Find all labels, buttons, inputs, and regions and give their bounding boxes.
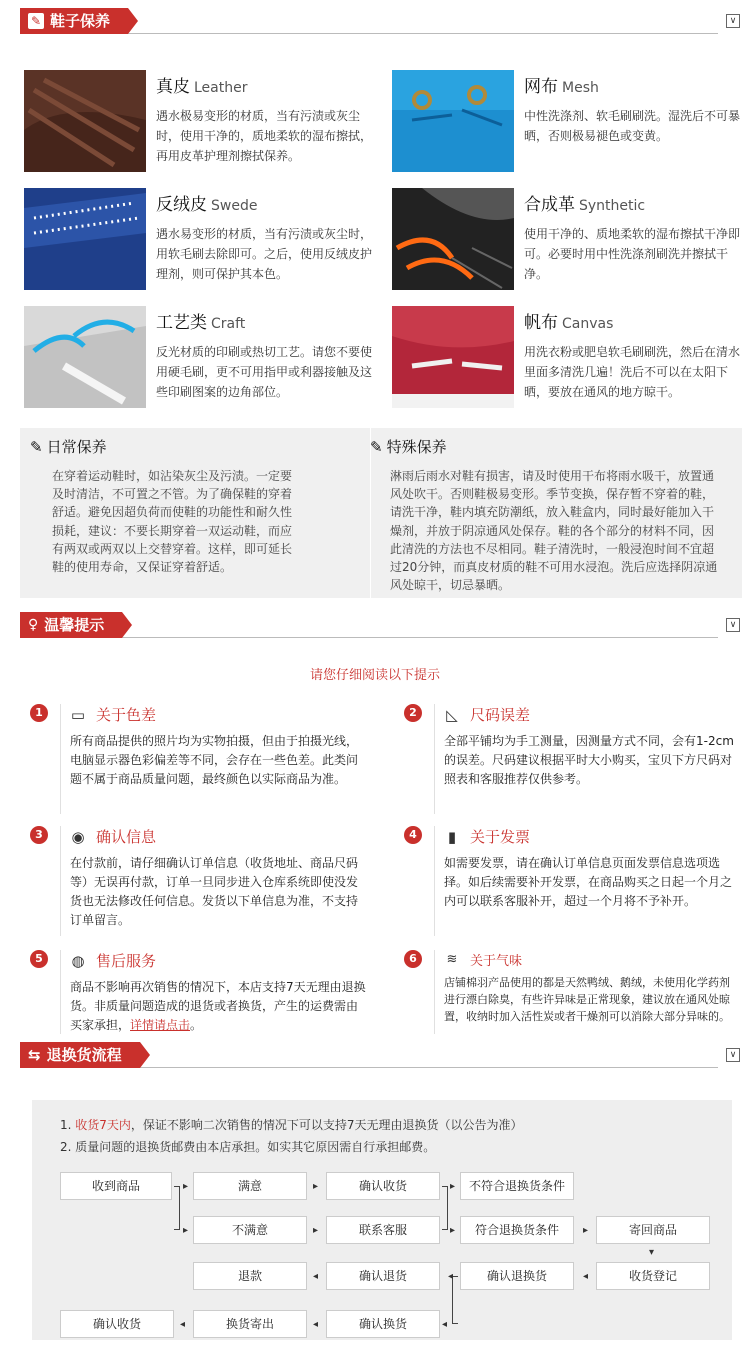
node-ship-exchange: 换货寄出 [193,1310,307,1338]
node-unsatisfied: 不满意 [193,1216,307,1244]
arrow-left-icon: ◂ [448,1271,454,1282]
chevron-down-icon[interactable]: ∨ [726,1048,740,1062]
node-satisfied: 满意 [193,1172,307,1200]
material-name: 帆布 Canvas [524,313,614,333]
node-receive: 收到商品 [60,1172,172,1200]
material-desc: 使用干净的、质地柔软的湿布擦拭干净即可。必要时用中性洗涤剂刷洗并擦拭干净。 [524,227,741,281]
tip-number: 5 [30,950,48,968]
material-canvas [392,306,742,408]
daily-care [30,436,292,576]
material-desc: 反光材质的印刷或热切工艺。请您不要使用硬毛刷，更不可用指甲或利器接触及这些印刷图案的边角部位。 [156,345,373,399]
tip-body: 商品不影响再次销售的情况下，本店支持7天无理由退换货。非质量问题造成的退货或者换货，产生的运费需由买家承担，详情请点击。 [70,980,366,1032]
material-desc: 遇水易变形的材质，当有污渍或灰尘时，用软毛刷去除即可。之后，使用反绒皮护理剂，则可保护其本色。 [156,227,373,281]
details-link[interactable]: 详情请点击 [130,1018,191,1032]
connector [174,1186,180,1230]
chevron-down-icon[interactable]: ∨ [726,618,740,632]
arrow-left-icon: ◂ [583,1271,589,1282]
special-care [370,436,720,594]
node-send-back: 寄回商品 [596,1216,710,1244]
synthetic-shoe-image [392,188,514,290]
tip-title: 关于发票 [470,828,531,846]
node-confirm-receipt: 确认收货 [326,1172,440,1200]
material-name: 真皮 Leather [156,77,248,97]
special-care-title: 特殊保养 [386,438,447,456]
arrow-left-icon: ◂ [180,1319,186,1330]
material-desc: 用洗衣粉或肥皂软毛刷刷洗，然后在清水里面多清洗几遍！洗后不可以在太阳下晒，要放在通风的地方晾干。 [524,345,741,399]
material-desc: 中性洗涤剂、软毛刷刷洗。湿洗后不可暴晒，否则极易褪色或变黄。 [524,109,741,143]
monitor-icon: ▭ [70,705,86,724]
daily-care-title: 日常保养 [46,438,107,456]
tip-title: 确认信息 [96,828,157,846]
material-desc: 遇水极易变形的材质，当有污渍或灰尘时，使用干净的，质地柔软的湿布擦拭，再用皮革护理剂擦拭保养。 [156,109,373,163]
tip-number: 2 [404,704,422,722]
arrow-right-icon: ▸ [183,1225,189,1236]
return-process-header [20,1042,740,1068]
tip-title: 关于气味 [470,954,523,969]
return-process-title: 退换货流程 [46,1046,122,1064]
material-swede [24,188,374,290]
arrow-right-icon: ▸ [183,1181,189,1192]
tip-body: 店铺棉羽产品使用的都是天然鸭绒、鹅绒，未使用化学药剂进行漂白除臭，有些许异味是正常现象，建议放在通风处晾置，收纳时加入活性炭或者干燥剂可以消除大部分异味的。 [444,976,730,1023]
daily-care-text: 在穿着运动鞋时，如沾染灰尘及污渍。一定要及时清洁，不可置之不管。为了确保鞋的穿着舒适。避免因超负荷而使鞋的功能性和耐久性损耗，建议：不要长期穿着一双运动鞋，而应有两双或两双以上交替穿着。这样，即可延长鞋的使用寿命，又保证穿着舒适。 [52,469,293,575]
tips-header [20,612,740,638]
ticket-icon: ▮ [447,827,457,846]
tip-number: 3 [30,826,48,844]
tip-body: 所有商品提供的照片均为实物拍摄，但由于拍摄光线，电脑显示器色彩偏差等不同，会存在一些色差。此类问题不属于商品质量问题，最终颜色以实际商品为准。 [70,734,359,786]
material-name: 工艺类 Craft [156,313,246,333]
node-contact: 联系客服 [326,1216,440,1244]
node-register: 收货登记 [596,1262,710,1290]
tips-subtitle: 请您仔细阅读以下提示 [309,668,440,683]
mesh-shoe-image [392,70,514,172]
tip-title: 关于色差 [96,706,157,724]
connector [452,1276,458,1324]
arrow-right-icon: ▸ [583,1225,589,1236]
node-meet: 符合退换货条件 [460,1216,574,1244]
material-craft [24,306,374,408]
leather-shoe-image [24,70,146,172]
tip-body: 在付款前，请仔细确认订单信息（收货地址、商品尺码等）无误再付款，订单一旦同步进入仓库系统即使没发货也无法修改任何信息。发货以下单信息为准，不支持订单留言。 [70,856,359,927]
node-refund: 退款 [193,1262,307,1290]
node-confirm-exchange: 确认退换货 [460,1262,574,1290]
return-rules [60,1114,523,1158]
arrow-left-icon: ◂ [313,1319,319,1330]
tip-number: 6 [404,950,422,968]
node-confirm-swap: 确认换货 [326,1310,440,1338]
arrow-right-icon: ▸ [450,1225,456,1236]
globe-icon: ◍ [71,951,85,970]
tip-title: 售后服务 [96,952,157,970]
care-instructions-box [20,428,742,598]
material-name: 合成革 Synthetic [524,195,646,215]
swede-shoe-image [24,188,146,290]
tip-body: 如需要发票，请在确认订单信息页面发票信息选项选择。如后续需要补开发票，在商品购买之日起一个月之内可以联系客服补开，超过一个月将不予补开。 [444,856,733,908]
arrow-left-icon: ◂ [442,1319,448,1330]
material-leather [24,70,374,172]
eye-icon: ◉ [71,827,85,846]
tip-body: 全部平铺均为手工测量，因测量方式不同，会有1-2cm的误差。尺码建议根据平时大小购买，宝贝下方尺码对照表和客服推荐仅供参考。 [444,734,734,786]
material-name: 网布 Mesh [524,77,599,97]
node-not-meet: 不符合退换货条件 [460,1172,574,1200]
tip-title: 尺码误差 [470,706,531,724]
edit-icon: ✎ [370,437,383,456]
shoe-care-title: 鞋子保养 [50,12,111,30]
arrow-left-icon: ◂ [313,1271,319,1282]
material-name: 反绒皮 Swede [156,195,258,215]
arrow-down-icon: ▾ [649,1247,655,1258]
connector [442,1186,448,1230]
tip-number: 1 [30,704,48,722]
rule-2: 2. 质量问题的退换货邮费由本店承担。如实其它原因需自行承担邮费。 [60,1140,436,1154]
ruler-icon: ◺ [446,705,458,724]
arrow-right-icon: ▸ [313,1225,319,1236]
arrow-right-icon: ▸ [313,1181,319,1192]
edit-icon: ✎ [28,13,44,29]
edit-icon: ✎ [30,437,43,456]
material-mesh [392,70,742,172]
craft-shoe-image [24,306,146,408]
material-synthetic [392,188,742,290]
exchange-icon: ⇆ [28,1046,41,1064]
lightbulb-icon: ♀ [28,617,39,633]
special-care-text: 淋雨后雨水对鞋有损害，请及时使用干布将雨水吸干，放置通风处吹干。否则鞋极易变形。季节变换，保存暂不穿着的鞋，请洗干净，鞋内填充防潮纸，放入鞋盒内，同时最好能加入干燥剂，并放于阴凉通风处保存。鞋的各个部分的材料不同，因此清洗的方法也不尽相同。鞋子清洗时，一般浸泡时间不宜超过20分钟，而真皮材质的鞋不可用水浸泡。洗后应选择阴凉通风处晾干，切忌暴晒。 [390,469,718,593]
node-confirm-receipt-2: 确认收货 [60,1310,174,1338]
shoe-care-header [20,8,740,34]
arrow-right-icon: ▸ [450,1181,456,1192]
smell-icon: ≋ [446,951,458,967]
chevron-down-icon[interactable]: ∨ [726,14,740,28]
node-confirm-return: 确认退货 [326,1262,440,1290]
canvas-shoe-image [392,306,514,408]
tip-number: 4 [404,826,422,844]
rule-1: 1. 收货7天内，保证不影响二次销售的情况下可以支持7天无理由退换货（以公告为准） [60,1118,523,1132]
tips-title: 温馨提示 [44,616,105,634]
